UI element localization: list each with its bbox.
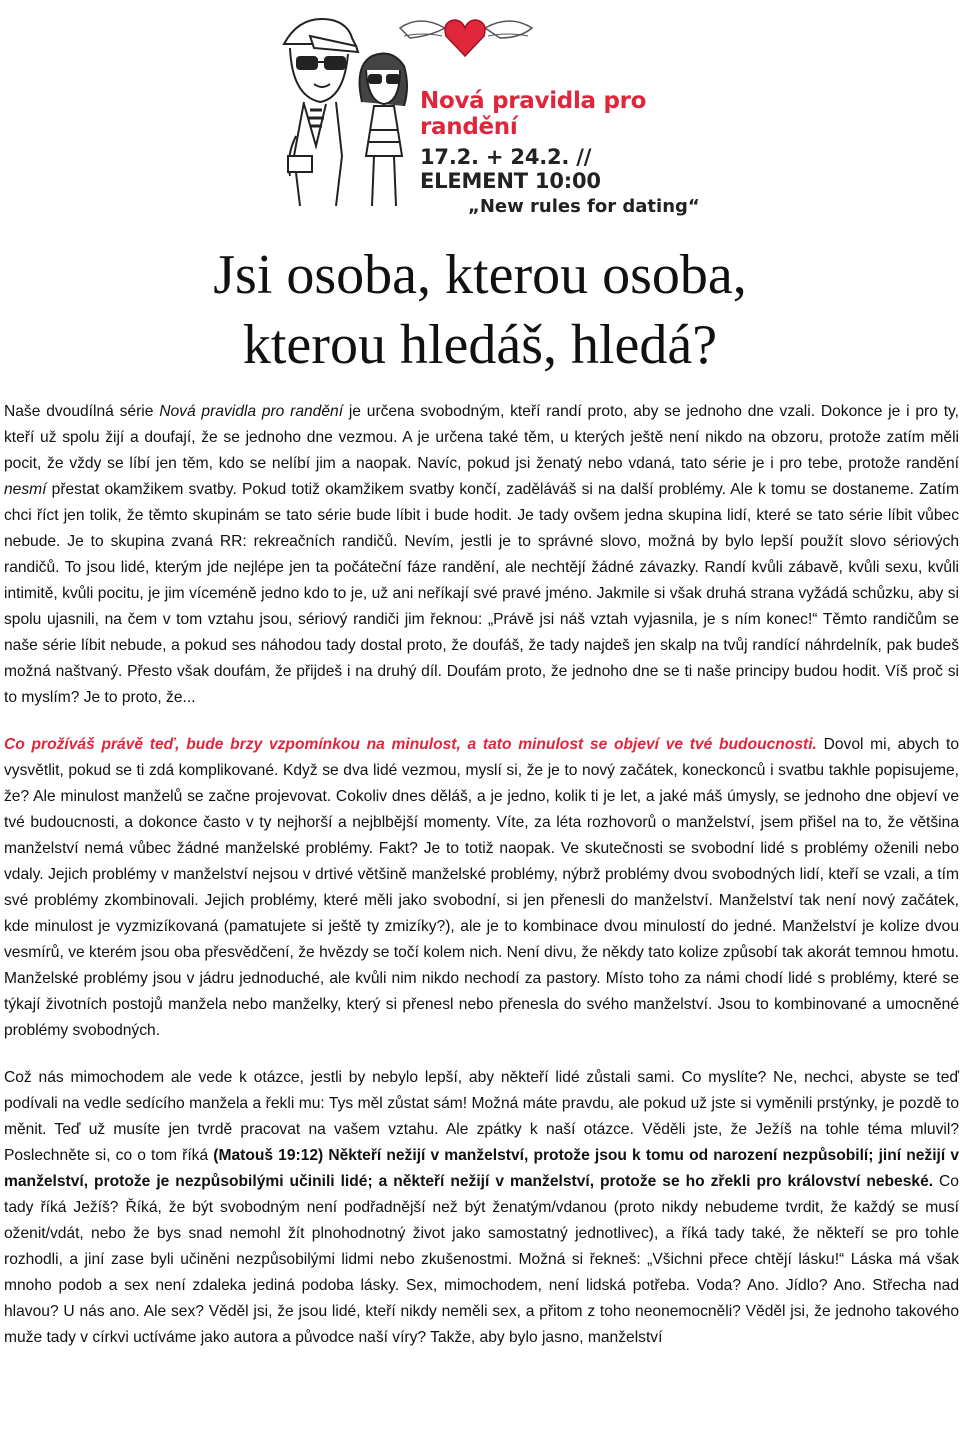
article-body	[4, 399, 959, 1372]
emphasis: nesmí	[4, 481, 47, 498]
event-banner	[270, 6, 700, 217]
paragraph-3: Což nás mimochodem ale vede k otázce, jestli by nebylo lepší, aby někteří lidé zůstali sami. Co myslíte? Ne, nechci, abyste se teď podívali na vedle sedícího manžela a řekli mu: Tys měl zůstat sám! Možná máte pravdu, ale pokud už jste si vyměnili prstýnky, je pozdě to měnit. Teď už musíte jen tvrdě pracovat na vašem vztahu. Ale zpátky k naší otázce. Věděli jste, že Ježíš na tohle téma mluvil? Poslechněte si, co o tom říká (Matouš 19:12) Někteří nežijí v manželství, protože jsou k tomu od narození nezpůsobilí; jiní nežijí v manželství, protože je nezpůsobilými učinili lidé; a někteří nežijí v manželství, protože se ho zřekli pro království nebeské. Co tady říká Ježíš? Říká, že být svobodným není podřadnější než být ženatým/vdanou (proto nikdy nebudeme tvrdit, že každý se musí oženit/vdát, nebo že bys snad nemohl žít plnohodnotný život jako samostatný jednotlivec), a říká tady také, že někteří se pro tohle rozhodli, a jiní zase byli učiněni nezpůsobilými lidmi nebo zkušenostmi. Možná si řekneš: „Všichni přece chtějí lásku!“ Láska má však mnoho podob a sex není zdaleka jediná podoba lásky. Sex, mimochodem, není lidská potřeba. Voda? Ano. Jídlo? Ano. Střecha nad hlavou? U nás ano. Ale sex? Věděl jsi, že jsou lidé, kteří nikdy neměli sex, a přitom z toho neonemocněli? Věděl jsi, že jednoho takového muže tady v církvi uctíváme jako autora a původce naší víry? Takže, aby bylo jasno, manželství	[4, 1069, 959, 1346]
bible-quote: (Matouš 19:12) Někteří nežijí v manželství, protože jsou k tomu od narození nezpůsobilí; jiní nežijí v manželství, protože je nezpůsobilými učinili lidé; a někteří nežijí v manželství, protože se ho zřekli pro království nebeské.	[4, 1147, 959, 1190]
page-title	[0, 240, 960, 380]
series-name: Nová pravidla pro randění	[159, 403, 344, 420]
paragraph-1: Naše dvoudílná série Nová pravidla pro randění je určena svobodným, kteří randí proto, aby se jednoho dne vzali. Dokonce je i pro ty, kteří už spolu žijí a doufají, že se jednoho dne vezmou. A je určena také těm, u kterých ještě není nikdo na obzoru, protože zatím měli pocit, že vždy se líbí jen těm, kdo se nelíbí jim a naopak. Navíc, pokud jsi ženatý nebo vdaná, tato série je i pro tebe, protože randění nesmí přestat okamžikem svatby. Pokud totiž okamžikem svatby končí, zaděláváš si na další problémy. Ale k tomu se dostaneme. Zatím chci říct jen tolik, že těmto skupinám se tato série bude líbit i bude hodit. Je tady ovšem jedna skupina lidí, které se tato série líbit vůbec nebude. Je to skupina zvaná RR: rekreačních randičů. Nevím, jestli je to správné slovo, možná by bylo lepší použít slovo sériových randičů. To jsou lidé, kterým jde nejlépe jen ta počáteční fáze randění, ale nechtějí žádné závazky. Randí kvůli zábavě, kvůli sexu, kvůli intimitě, kvůli pocitu, je jim víceméně jedno kdo to je, už ani neříkají své pravé jméno. Jakmile si však druhá strana vyžádá schůzku, aby si spolu ujasnili, na čem v tom vztahu jsou, sériový randiči jim řeknou: „Právě jsi náš vztah vyjasnila, je s ním konec!“ Těmto randičům se naše série líbit nebude, a pokud ses náhodou tady dostal proto, že doufáš, že tady najdeš jen skalp na tvůj randící náhrdelník, pak budeš možná naštvaný. Přesto však doufám, že přijdeš i na druhý díl. Doufám proto, že jednoho dne se ti naše principy budou hodit. Víš proč si to myslím? Je to proto, že...	[4, 403, 959, 706]
winged-heart-icon	[390, 6, 540, 76]
event-title: Nová pravidla pro randění	[420, 88, 647, 140]
event-dates: 17.2. + 24.2. // ELEMENT 10:00	[420, 145, 601, 193]
event-subtitle: „New rules for dating“	[468, 196, 700, 217]
paragraph-2: Co prožíváš právě teď, bude brzy vzpomínkou na minulost, a tato minulost se objeví ve tvé budoucnosti. Dovol mi, abych to vysvětlit, pokud se ti zdá komplikované. Když se dva lidé vezmou, myslí si, že je to nový začátek, koneckonců i svatbu takhle popisujeme, že? Ale minulost manželů se začne projevovat. Cokoliv dnes děláš, a je jedno, kolik ti je let, a jaké máš úmysly, se jednoho dne objeví ve tvé budoucnosti, a dokonce často v ty nejhorší a nejblbější momenty. Víte, za léta rozhovorů o manželství, jsem přišel na to, že většina manželství nemá vůbec žádné manželské problémy. Fakt? Je to totiž naopak. Ve skutečnosti se svobodní lidé s problémy oženili nebo vdaly. Jejich problémy v manželství nejsou v drtivé většině manželské problémy, nýbrž problémy dvou svobodných lidí, kteří se vzali, a tím své problémy zkombinovali. Jejich problémy, které měli jako svobodní, si jen přenesli do manželství. Manželství tak není nový začátek, kde minulost je vyzmizíkovaná (pamatujete si ještě ty zmizíky?), ale je to kombinace dvou minulostí do jedné. Manželství je kolize dvou vesmírů, ve kterém jsou oba přesvědčení, že hvězdy se točí kolem nich. Není divu, že někdy tato kolize způsobí tak akorát temnou hmotu. Manželské problémy jsou v jádru jednoduché, ale kvůli nim nikdo nechodí za pastory. Místo toho za námi chodí lidé s problémy, které se týkají životních postojů manžela nebo manželky, který si přenesl nebo přenesla do svého manželství. Jsou to kombinované a umocněné problémy svobodných.	[4, 736, 959, 1039]
title-line-2: kterou hledáš, hledá?	[242, 314, 718, 376]
highlighted-quote: Co prožíváš právě teď, bude brzy vzpomínkou na minulost, a tato minulost se objeví ve tvé budoucnosti.	[4, 736, 817, 753]
title-line-1: Jsi osoba, kterou osoba,	[213, 244, 747, 306]
